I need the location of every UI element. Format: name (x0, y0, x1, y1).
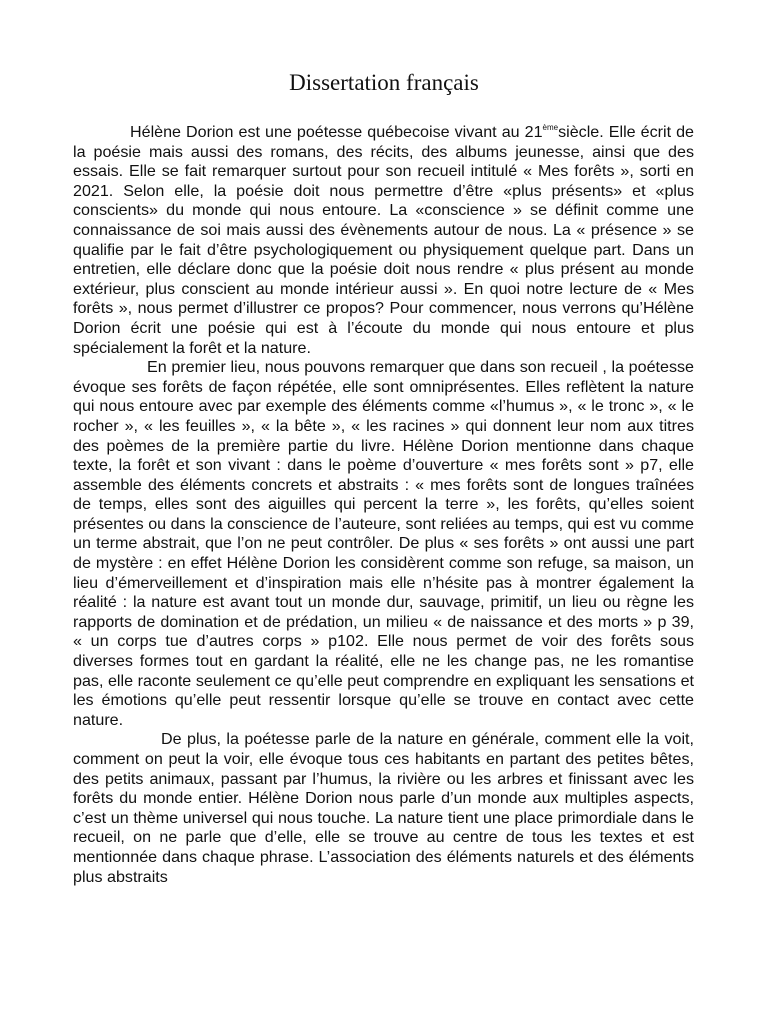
paragraph-first-argument: En premier lieu, nous pouvons remarquer que dans son recueil , la poétesse évoque ses forêts de façon répétée, elle sont omniprésentes. Elles reflètent la nature qui nous entoure avec par exemple des éléments comme «l’humus », « le tronc », « le rocher », « les feuilles », « la bête », « les racines » qui donnent leur nom aux titres des poèmes de la première partie du livre. Hélène Dorion mentionne dans chaque texte, la forêt et son vivant : dans le poème d’ouverture « mes forêts sont » p7, elle assemble des éléments concrets et abstraits : « mes forêts sont de longues traînées de temps, elles sont des aiguilles qui percent la terre », les forêts, qu’elles soient présentes ou dans la conscience de l’auteure, sont reliées au temps, qui est vu comme un terme abstrait, que l’on ne peut contrôler. De plus « ses forêts » ont aussi une part de mystère : en effet Hélène Dorion les considèrent comme son refuge, sa maison, un lieu d’émerveillement et d’inspiration mais elle n’hésite pas à montrer également la réalité : la nature est avant tout un monde dur, sauvage, primitif, un lieu ou règne les rapports de domination et de prédation, un milieu « de naissance et des morts » p 39, « un corps tue d’autres corps » p102. Elle nous permet de voir des forêts sous diverses formes tout en gardant la réalité, elle ne les change pas, ne les romantise pas, elle raconte seulement ce qu’elle peut comprendre en expliquant les sensations et les émotions qu’elle peut ressentir lorsque qu’elle se trouve en contact avec cette nature. (73, 358, 694, 729)
paragraph-second-argument: De plus, la poétesse parle de la nature en générale, comment elle la voit, comment on peut la voir, elle évoque tous ces habitants en partant des petites bêtes, des petits animaux, passant par l’humus, la rivière ou les arbres et finissant avec les forêts du monde entier. Hélène Dorion nous parle d’un monde aux multiples aspects, c’est un thème universel qui nous touche. La nature tient une place primordiale dans le recueil, on ne parle que d’elle, elle se trouve au centre de tous les textes et est mentionnée dans chaque phrase. L’association des éléments naturels et des éléments plus abstraits (73, 730, 694, 886)
paragraph-text: Hélène Dorion est une poétesse québecoise vivant au 21 (130, 123, 543, 141)
superscript-ordinal: ème (542, 123, 559, 132)
paragraph-text: siècle. Elle écrit de la poésie mais aussi des romans, des récits, des albums jeunesse, ainsi que des essais. Elle se fait remarquer surtout pour son recueil intitulé « Mes forêts », sorti en 2021. Selon elle, la poésie doit nous permettre d’être «plus présents» et «plus conscients» du monde qui nous entoure. La «conscience » se définit comme une connaissance de soi mais aussi des évènements autour de nous. La « présence » se qualifie par le fait d’être psychologiquement ou physiquement quelque part. Dans un entretien, elle déclare donc que la poésie doit nous rendre « plus présent au monde extérieur, plus conscient au monde intérieur aussi ». En quoi notre lecture de « Mes forêts », nous permet d’illustrer ce propos? Pour commencer, nous verrons qu’Hélène Dorion écrit une poésie qui est à l’écoute du monde qui nous entoure et plus spécialement la forêt et la nature. (73, 123, 694, 357)
page-title: Dissertation français (289, 70, 479, 95)
paragraph-introduction (73, 123, 694, 358)
document-body (73, 123, 694, 887)
